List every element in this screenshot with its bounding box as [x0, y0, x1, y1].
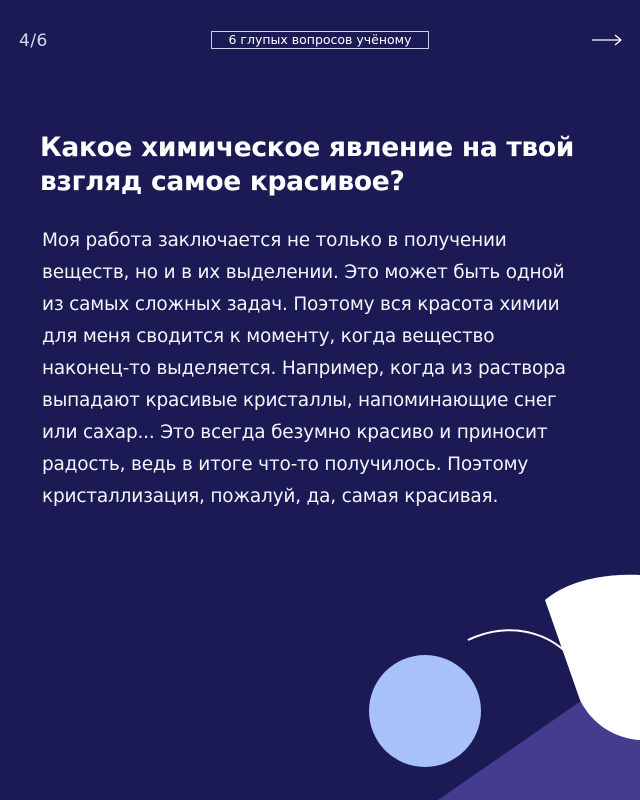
series-title: 6 глупых вопросов учёному	[228, 32, 412, 47]
answer-line: кристаллизация, пожалуй, да, самая красивая.	[42, 486, 499, 507]
purple-triangle-shape	[438, 660, 640, 800]
arrow-right-icon[interactable]	[591, 33, 623, 47]
question-line: взгляд самое красивое?	[40, 166, 405, 197]
answer-line: наконец-то выделяется. Например, когда из раствора	[42, 358, 566, 379]
answer-line: или сахар... Это всегда безумно красиво и приносит	[42, 422, 548, 443]
answer-line: Моя работа заключается не только в получении	[42, 230, 507, 251]
answer-line: из самых сложных задач. Поэтому вся красота химии	[42, 294, 560, 315]
series-title-badge	[211, 31, 429, 49]
question-line: Какое химическое явление на твой	[40, 132, 575, 163]
page-counter: 4/6	[19, 31, 48, 51]
answer-text	[42, 225, 612, 513]
answer-line: для меня сводится к моменту, когда вещество	[42, 326, 495, 347]
answer-line: выпадают красивые кристаллы, напоминающие снег	[42, 390, 557, 411]
white-half-circle-shape	[545, 575, 640, 740]
answer-line: радость, ведь в итоге что-то получилось. Поэтому	[42, 454, 529, 475]
question-heading	[40, 131, 600, 199]
thin-arc-shape	[468, 630, 588, 690]
answer-line: веществ, но и в их выделении. Это может быть одной	[42, 262, 565, 283]
light-blue-circle-shape	[369, 655, 481, 767]
